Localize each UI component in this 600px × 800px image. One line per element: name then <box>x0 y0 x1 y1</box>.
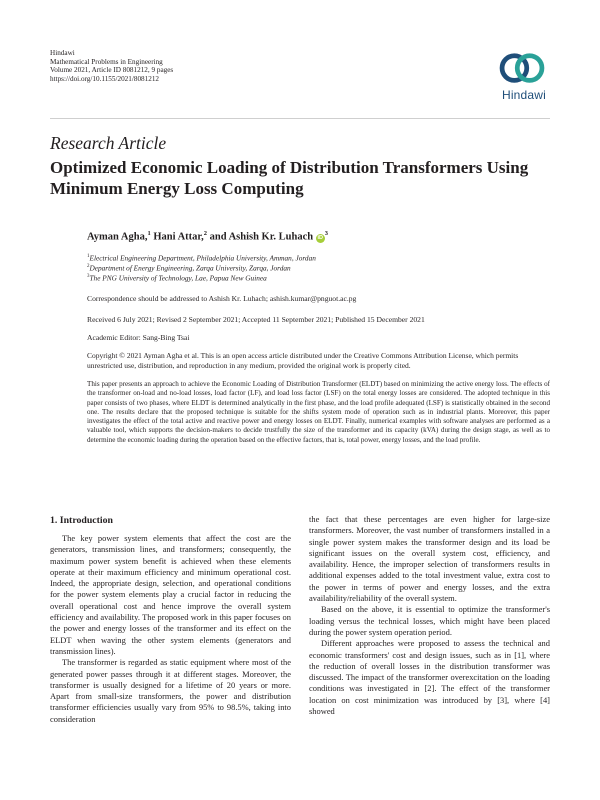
copyright-notice: Copyright © 2021 Ayman Agha et al. This is an open access article distributed under the Creative Commons Attribution License, which permits unrestricted use, distribution, and reproduction in any medium, provided the original work is properly cited. <box>87 351 519 370</box>
journal-doi[interactable]: https://doi.org/10.1155/2021/8081212 <box>50 74 160 83</box>
abstract: This paper presents an approach to achieve the Economic Loading of Distribution Transformer (ELDT) based on minimizing the active energy loss. The effects of the transformer on-load and no-load losses, load factor (LF), and load loss factor (LSF) on the total energy losses are considered. The adopted technique in this paper consists of two phases, where ELDT is determined analytically in the first phase, and the load profile adequated (LSF) is statistically obtained in the second one. The results declare that the proposed technique is suitable for the shifts system mode of operation such as in industrial plants. Moreover, this paper investigates the effect of the total active and reactive power and energy losses on ELDT. Finally, numerical examples with software analyses are performed as a valuable tool, which supports the decision-makers to decide trustfully the size of the transformer and its capacity (kVA) during the design stage, as well as to determine the economic loading during the operation based on the effective factors, that is, total power, energy losses, and the load profile. <box>87 380 550 444</box>
hindawi-logo-icon <box>494 50 550 88</box>
header-divider <box>50 118 550 119</box>
affiliation: $^2$Department of Energy Engineering, Zarqa University, Zarqa, Jordan <box>87 263 291 273</box>
author-name[interactable]: and Ashish Kr. Luhach <box>209 231 314 243</box>
journal-name: Mathematical Problems in Engineering <box>50 57 163 66</box>
body-paragraph: Different approaches were proposed to assess the technical and economic transformers' cost and design issues, such as in [1], where the reduction of overall losses in the distribution transformer was discussed. The impact of the transformer overexcitation on the loading conditions was investigated in [2]. The effect of the transformer location on cost minimization was introduced by [3], where [4] showed <box>309 638 550 717</box>
section-heading-introduction: 1. Introduction <box>50 515 113 526</box>
author-name[interactable]: Hani Attar, <box>153 231 204 243</box>
author-affiliation-mark: 2 <box>203 230 207 237</box>
academic-editor: Academic Editor: Sang-Bing Tsai <box>87 333 190 342</box>
body-column-right <box>309 514 550 717</box>
body-paragraph: The transformer is regarded as static equipment where most of the generated power passes through it at different stages. Moreover, the transformer is usually designed for a lifetime of 20 years or more. Apart from small-size transformers, the power and distribution transformer efficiencies usually vary from 95% to 98.5%, taking into consideration <box>50 657 291 724</box>
author-list <box>87 230 328 243</box>
hindawi-logo-text: Hindawi <box>501 88 547 102</box>
journal-publisher: Hindawi <box>50 49 75 57</box>
affiliation: $^1$Electrical Engineering Department, Philadelphia University, Amman, Jordan <box>87 253 316 263</box>
publication-dates: Received 6 July 2021; Revised 2 September 2021; Accepted 11 September 2021; Published 15 December 2021 <box>87 315 425 324</box>
body-column-left <box>50 533 291 725</box>
correspondence-note: Correspondence should be addressed to Ashish Kr. Luhach; ashish.kumar@pnguot.ac.pg <box>87 294 357 303</box>
article-type: Research Article <box>50 133 167 153</box>
affiliation: $^3$The PNG University of Technology, Lae, Papua New Guinea <box>87 273 267 283</box>
orcid-icon[interactable]: iD <box>317 234 323 241</box>
journal-volume: Volume 2021, Article ID 8081212, 9 pages <box>50 66 174 75</box>
body-paragraph: Based on the above, it is essential to optimize the transformer's loading versus the technical losses, which might have been placed during the power system operation period. <box>309 604 550 637</box>
body-paragraph: The key power system elements that affect the cost are the generators, transmission lines, and transformers; consequently, the maximum power system benefit is achieved when these elements operate at their maximum efficiency and minimum operational cost. Indeed, the appropriate design, selection, and operational conditions for the power system elements play a crucial factor in reducing the overall operational cost and hence improve the overall system efficiency and availability. The proposed work in this paper focuses on the power and energy losses of the transformer and its effect on the ELDT when waving the other system elements (generators and transmission lines). <box>50 533 291 656</box>
author-name[interactable]: Ayman Agha, <box>87 231 148 243</box>
author-affiliation-mark: 3 <box>324 230 328 237</box>
body-paragraph: the fact that these percentages are even higher for large-size transformers. Moreover, the vast number of transformers installed in a single power system makes the transformer design and its load be significant issues on the overall system cost, efficiency, and availability. Hence, the improper selection of transformers results in additional expenses added to the total investment value, extra cost to the power in terms of power and energy losses, and the extra availability/reliability of the overall system. <box>309 514 550 604</box>
article-title: Optimized Economic Loading of Distribution Transformers Using Minimum Energy Loss Computing <box>50 158 529 198</box>
author-affiliation-mark: 1 <box>147 230 151 237</box>
